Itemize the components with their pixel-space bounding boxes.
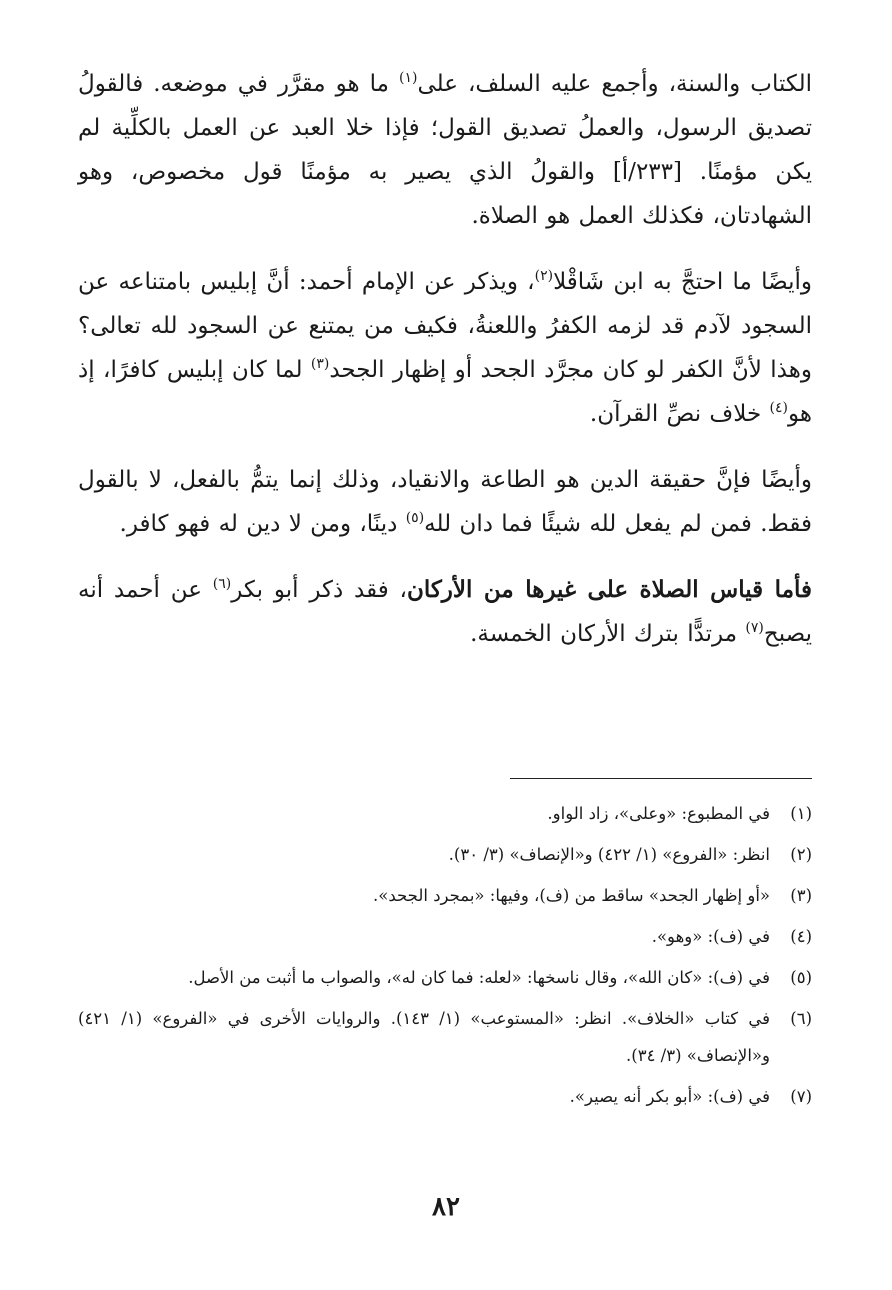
footnote-marker: (٣) <box>310 356 330 372</box>
main-text <box>78 62 812 656</box>
footnote-marker: (٤) <box>769 400 788 416</box>
footnote <box>78 1000 812 1074</box>
footnote-text: انظر: «الفروع» (١/ ٤٢٢) و«الإنصاف» (٣/ ٣٠). <box>448 845 770 864</box>
footnote-text: في (ف): «أبو بكر أنه يصير». <box>569 1087 770 1106</box>
footnote-marker: (٧) <box>745 620 764 636</box>
footnote-text: «أو إظهار الجحد» ساقط من (ف)، وفيها: «بمجرد الجحد». <box>373 886 770 905</box>
text-segment: عن أحمد أنه يصبح <box>78 577 812 647</box>
footnote-number: (٦) <box>790 1009 812 1028</box>
footnote-marker: (١) <box>398 70 418 86</box>
paragraph <box>78 458 812 546</box>
footnote-number: (٣) <box>790 886 812 905</box>
text-segment: لما كان إبليس كافرًا، إذ هو <box>78 357 812 427</box>
bold-heading-text: فأما قياس الصلاة على غيرها من الأركان <box>406 576 813 603</box>
footnote <box>78 795 812 832</box>
text-segment: ما هو مقرَّر في موضعه. فالقولُ تصديق الرسول، والعملُ تصديق القول؛ فإذا خلا العبد عن العمل بالكلِّية لم يكن مؤمنًا. [٢٣٣/أ] والقولُ الذي يصير به مؤمنًا قول مخصوص، وهو الشهادتان، فكذلك العمل هو الصلاة. <box>78 71 812 229</box>
text-segment: دينًا، ومن لا دين له فهو كافر. <box>119 511 406 537</box>
footnote-text: في كتاب «الخلاف». انظر: «المستوعب» (١/ ١٤٣). والروايات الأخرى في «الفروع» (١/ ٤٢١) و«الإنصاف» (٣/ ٣٤). <box>78 1009 771 1065</box>
text-segment: مرتدًّا بترك الأركان الخمسة. <box>470 621 746 647</box>
paragraph <box>78 62 812 238</box>
footnote-text: في (ف): «كان الله»، وقال ناسخها: «لعله: فما كان له»، والصواب ما أثبت من الأصل. <box>188 968 770 987</box>
text-segment: وأيضًا ما احتجَّ به ابن شَاقْلا <box>553 269 812 295</box>
footnotes <box>78 795 812 1119</box>
footnote-marker: (٥) <box>405 510 425 526</box>
footnote-marker: (٢) <box>534 268 554 284</box>
footnote <box>78 918 812 955</box>
text-segment: ، ويذكر عن الإمام أحمد: أنَّ إبليس بامتناعه عن السجود لآدم قد لزمه الكفرُ واللعنةُ، فكيف من يمتنع عن السجود لله تعالى؟ وهذا لأنَّ الكفر لو كان مجرَّد الجحد أو إظهار الجحد <box>78 269 812 383</box>
text-segment: ، فقد ذكر أبو بكر <box>231 577 407 603</box>
text-segment: وأيضًا فإنَّ حقيقة الدين هو الطاعة والانقياد، وذلك إنما يتمُّ بالفعل، لا بالقول فقط. فمن لم يفعل لله شيئًا فما دان لله <box>78 467 812 537</box>
text-segment: خلاف نصِّ القرآن. <box>589 401 770 427</box>
footnote-text: في المطبوع: «وعلى»، زاد الواو. <box>547 804 770 823</box>
footnote <box>78 877 812 914</box>
footnote-text: في (ف): «وهو». <box>651 927 770 946</box>
paragraph <box>78 260 812 436</box>
footnote <box>78 959 812 996</box>
footnote-number: (٧) <box>790 1087 812 1106</box>
page-number: ٨٢ <box>432 1192 460 1222</box>
footnote <box>78 1078 812 1115</box>
footnote-marker: (٦) <box>212 576 232 592</box>
footnote-number: (٥) <box>790 968 812 987</box>
footnote-separator <box>510 778 812 779</box>
footnote <box>78 836 812 873</box>
footnote-number: (٢) <box>790 845 812 864</box>
footnote-number: (٤) <box>790 927 812 946</box>
text-segment: الكتاب والسنة، وأجمع عليه السلف، على <box>417 71 812 97</box>
paragraph <box>78 568 812 656</box>
footnote-number: (١) <box>790 804 812 823</box>
